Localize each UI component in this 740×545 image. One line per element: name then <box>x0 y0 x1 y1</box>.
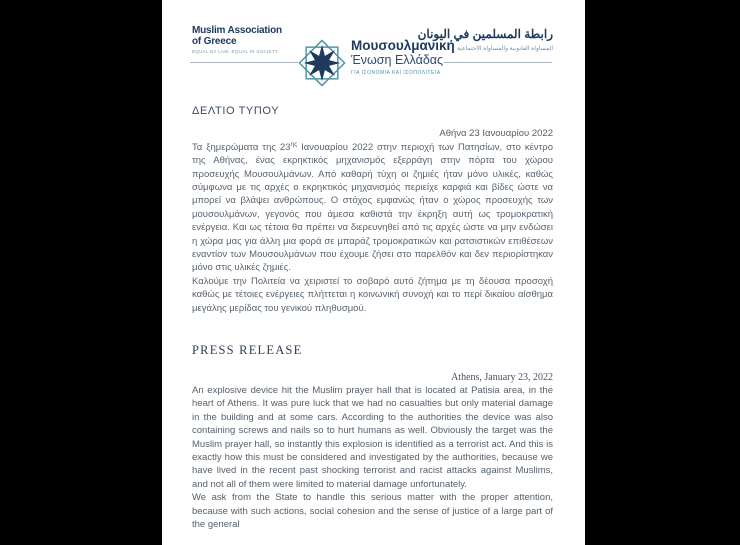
arabic-title: رابطة المسلمين في اليونان <box>417 27 553 41</box>
left-logo <box>192 26 282 54</box>
document-page <box>162 0 585 545</box>
arabic-subtitle: المساواة القانونية والمساواة الاجتماعية <box>457 46 553 52</box>
org-name-line2: Ένωση Ελλάδας <box>351 53 444 67</box>
english-paragraph-1: An explosive device hit the Muslim prayer hall that is located at Patisia area, in the heart of Athens. It was pure luck that we had no casualties but only material damage in the building and at some cars. According to the authorities the device was also containing screws and nails so to hurt humans as well. Obviously the target was the Muslim prayer hall, so instantly this explosion is identified as a terrorist act. And this is exactly how this must be considered and investigated by the authorities, because we have lived in the recent past shocking terrorist and racist attacks against Muslims, and not all of them were limited to material damage unfortunately. <box>192 384 553 490</box>
arabic-logo <box>418 27 553 52</box>
greek-paragraph-1-rest: Ιανουαρίου 2022 στην περιοχή των Πατησίων, στο κέντρο της Αθήνας, ένας εκρηκτικός μηχανισμός εξερράγη στην πόρτα του χώρου προσευχής Μουσουλμάνων. Από καθαρή τύχη οι ζημιές ήταν μόνο υλικές, καθώς σύμφωνα με τις αρχές ο εκρηκτικός μηχανισμός περιείχε καρφιά και βίδες ώστε να μπορεί να βλάψει ανθρώπους. Ο στόχος εμφανώς ήταν ο χώρος προσευχής των μουσουλμάνων, γεγονός που άμεσα καθιστά την έκρηξη αυτή ως τρομοκρατική ενέργεια. Και ως τέτοια θα πρέπει να διερευνηθεί από τις αρχές ώστε να μην ενδώσει η χώρα μας για άλλη μια φορά σε μπαράζ τρομοκρατικών και ρατσιστικών επιθέσεων εναντίον των Μουσουλμάνων που έχουμε ζήσει στο παρελθόν και δεν περιορίστηκαν μόνο στις υλικές ζημιές. <box>192 141 553 274</box>
greek-dateline: Αθήνα 23 Ιανουαρίου 2022 <box>439 128 553 140</box>
letterhead-rule-right <box>444 62 552 63</box>
org-motto: ΓΙΑ ΙΣΟΝΟΜΙΑ ΚΑΙ ΙΣΟΠΟΛΙΤΕΙΑ <box>351 70 441 76</box>
left-logo-line2: of Greece <box>192 35 237 47</box>
english-press-release-heading: PRESS RELEASE <box>192 343 303 358</box>
english-dateline: Athens, January 23, 2022 <box>451 371 553 383</box>
left-logo-line1: Muslim Association <box>192 25 282 36</box>
left-logo-tagline: EQUAL BY LAW, EQUAL IN SOCIETY. <box>192 48 280 54</box>
ordinal-superscript: ης <box>290 140 298 148</box>
org-name-line1: Μουσουλμανική <box>351 38 455 53</box>
greek-paragraph-1-prefix: Τα ξημερώματα της 23 <box>192 141 291 153</box>
english-paragraph-2: We ask from the State to handle this serious matter with the proper attention, because with such actions, social cohesion and the sense of justice of a large part of the general <box>192 492 553 530</box>
greek-press-release-heading: ΔΕΛΤΙΟ ΤΥΠΟΥ <box>192 105 280 117</box>
letterhead-rule-left <box>190 62 298 63</box>
eight-pointed-star-icon <box>298 37 346 89</box>
greek-paragraph-1 <box>192 141 553 275</box>
greek-paragraph-2: Καλούμε την Πολιτεία να χειριστεί το σοβαρό αυτό ζήτημα με τη δέουσα προσοχή καθώς με τέτοιες ενέργειες πλήττεται η κοινωνική συνοχή και το περί δικαίου αίσθημα μεγάλης μερίδας του γενικού πληθυσμού. <box>192 275 553 314</box>
document-body <box>192 105 553 531</box>
